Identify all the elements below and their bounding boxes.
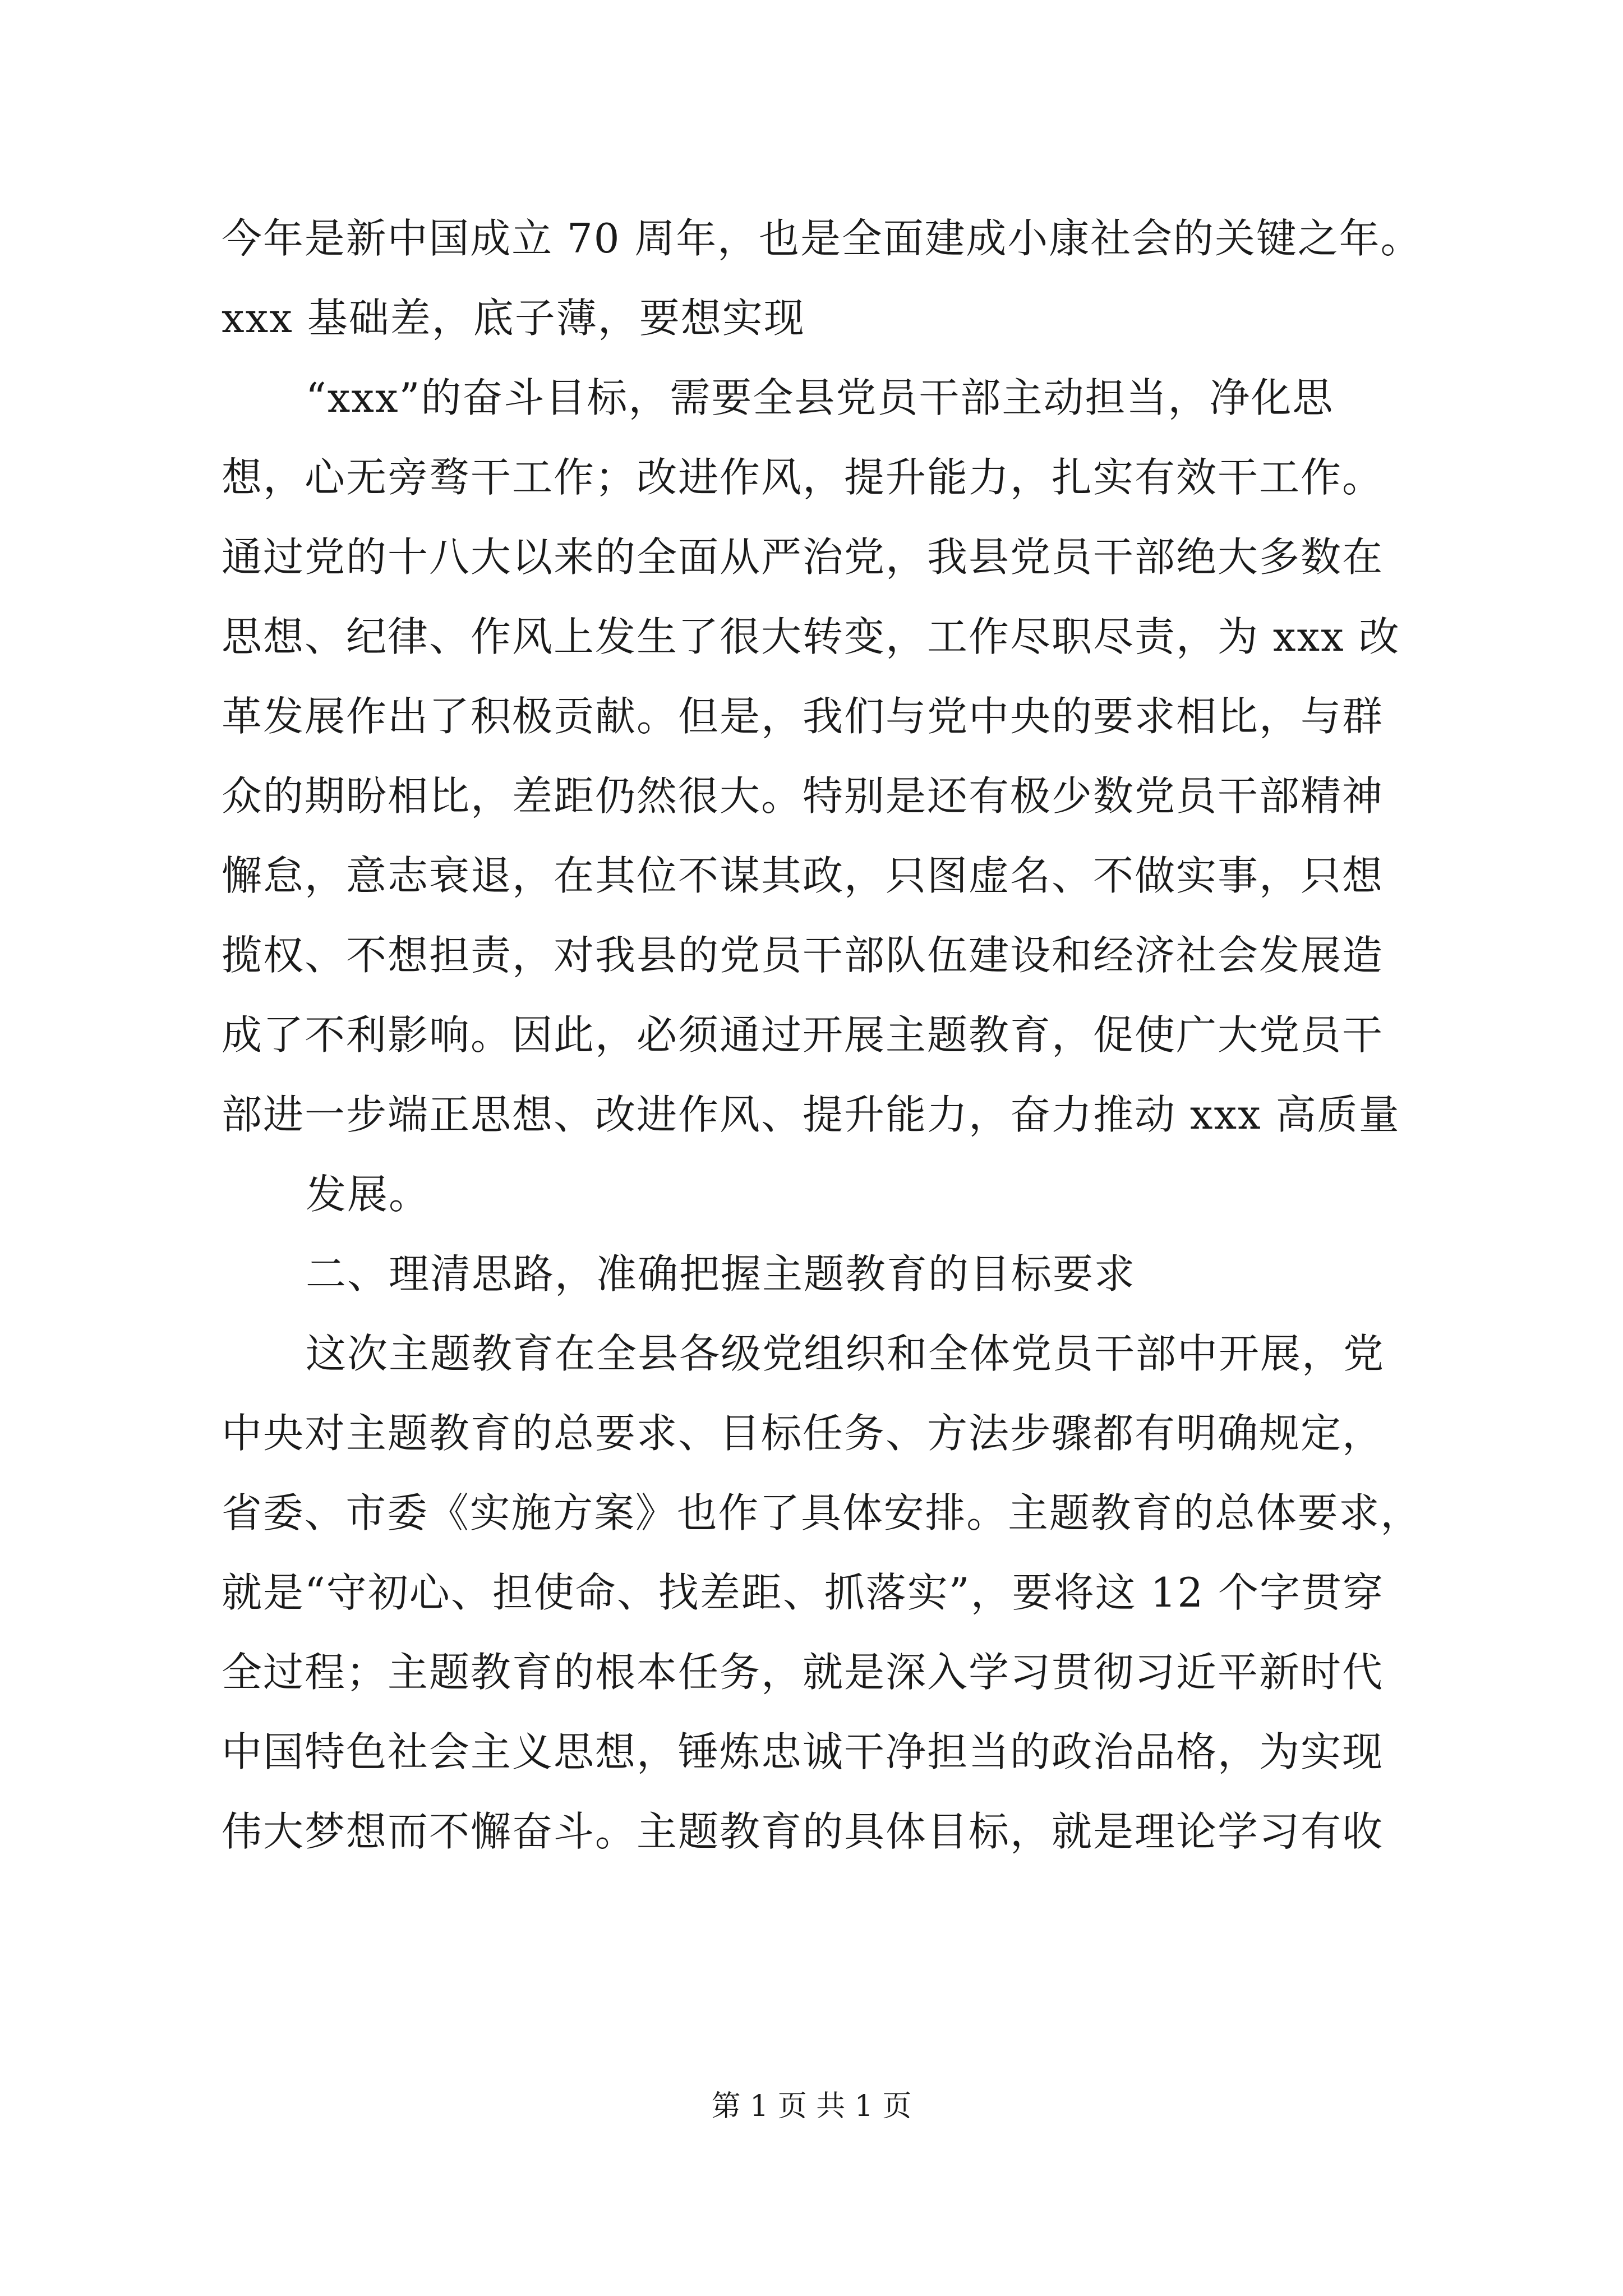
section-heading: 二、理清思路，准确把握主题教育的目标要求 <box>306 1250 1136 1297</box>
text-line: 想，心无旁骛干工作；改进作风，提升能力，扎实有效干工作。 <box>222 454 1384 501</box>
text-line: 全过程；主题教育的根本任务，就是深入学习贯彻习近平新时代 <box>222 1649 1384 1696</box>
text-line: 懈怠，意志衰退，在其位不谋其政，只图虚名、不做实事，只想 <box>222 852 1384 899</box>
text-line: 中国特色社会主义思想，锤炼忠诚干净担当的政治品格，为实现 <box>222 1728 1384 1775</box>
text-line: 今年是新中国成立 70 周年，也是全面建成小康社会的关键之年。 <box>222 215 1422 262</box>
text-line: xxx 基础差，底子薄，要想实现 <box>222 295 805 342</box>
text-line: 揽权、不想担责，对我县的党员干部队伍建设和经济社会发展造 <box>222 932 1384 979</box>
text-line: 革发展作出了积极贡献。但是，我们与党中央的要求相比，与群 <box>222 693 1384 740</box>
text-line: 中央对主题教育的总要求、目标任务、方法步骤都有明确规定， <box>222 1410 1384 1457</box>
text-line: 通过党的十八大以来的全面从严治党，我县党员干部绝大多数在 <box>222 533 1384 581</box>
text-line: 这次主题教育在全县各级党组织和全体党员干部中开展，党 <box>306 1330 1385 1377</box>
text-line: 成了不利影响。因此，必须通过开展主题教育，促使广大党员干 <box>222 1011 1384 1059</box>
text-line: 众的期盼相比，差距仍然很大。特别是还有极少数党员干部精神 <box>222 772 1384 820</box>
text-line: 发展。 <box>306 1171 431 1218</box>
text-line: 思想、纪律、作风上发生了很大转变，工作尽职尽责，为 xxx 改 <box>222 613 1400 660</box>
text-line: 部进一步端正思想、改进作风、提升能力，奋力推动 xxx 高质量 <box>222 1091 1400 1138</box>
text-line: 省委、市委《实施方案》也作了具体安排。主题教育的总体要求， <box>222 1489 1422 1536</box>
text-line: 伟大梦想而不懈奋斗。主题教育的具体目标，就是理论学习有收 <box>222 1808 1384 1855</box>
text-line: 就是“守初心、担使命、找差距、抓落实”，要将这 12 个字贯穿 <box>222 1569 1385 1616</box>
text-line: “xxx”的奋斗目标，需要全县党员干部主动担当，净化思 <box>306 374 1334 421</box>
page-footer: 第 1 页 共 1 页 <box>711 2090 912 2123</box>
